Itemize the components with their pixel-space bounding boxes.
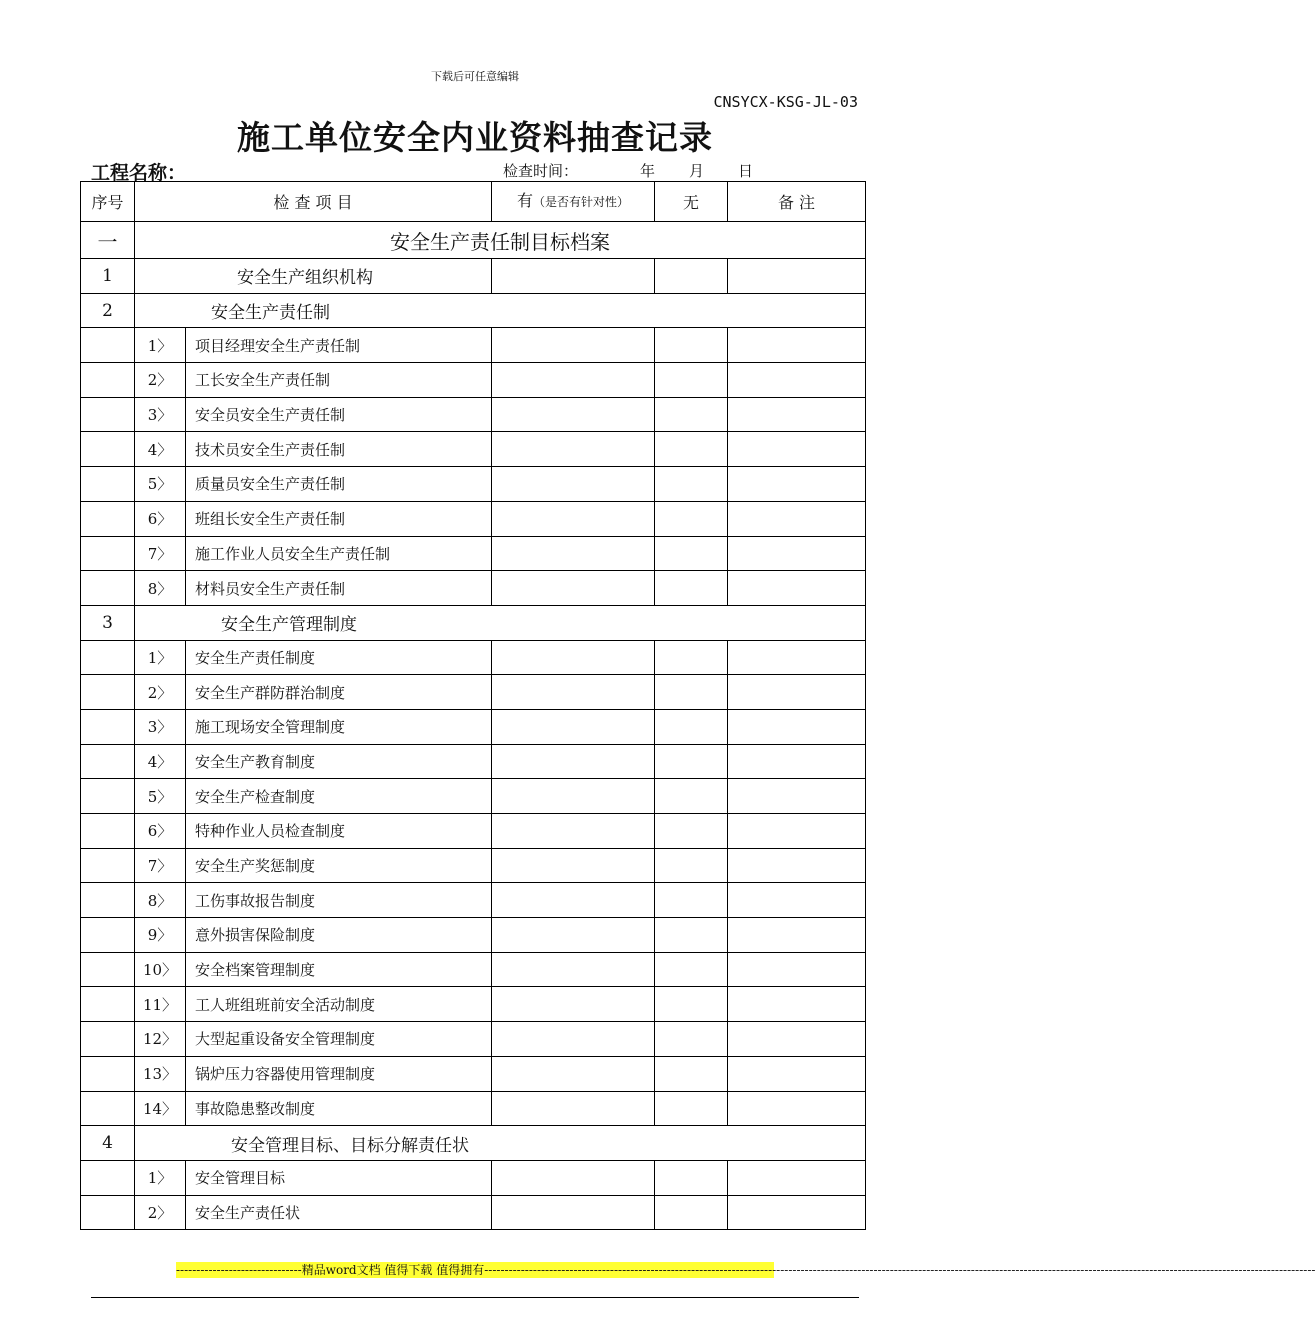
category-label: 安全管理目标、目标分解责任状 bbox=[135, 1126, 866, 1161]
sub-number: 2〉 bbox=[135, 675, 186, 710]
category-row bbox=[81, 293, 866, 328]
remark-cell[interactable] bbox=[728, 363, 866, 398]
have-cell[interactable] bbox=[492, 1056, 655, 1091]
item-label: 施工作业人员安全生产责任制 bbox=[186, 536, 492, 571]
table-row bbox=[81, 987, 866, 1022]
have-cell[interactable] bbox=[492, 918, 655, 953]
remark-cell[interactable] bbox=[728, 848, 866, 883]
sub-number: 6〉 bbox=[135, 501, 186, 536]
header-item: 检 查 项 目 bbox=[135, 182, 492, 222]
remark-cell[interactable] bbox=[728, 675, 866, 710]
sub-number: 1〉 bbox=[135, 328, 186, 363]
sub-number: 11〉 bbox=[135, 987, 186, 1022]
item-label: 安全管理目标 bbox=[186, 1160, 492, 1195]
item-label: 安全生产教育制度 bbox=[186, 744, 492, 779]
remark-cell[interactable] bbox=[728, 744, 866, 779]
check-date-month: 月 bbox=[689, 162, 705, 180]
remark-cell[interactable] bbox=[728, 328, 866, 363]
none-cell[interactable] bbox=[655, 1022, 728, 1057]
inspection-table bbox=[80, 181, 866, 1230]
have-cell[interactable] bbox=[492, 432, 655, 467]
header-none: 无 bbox=[655, 182, 728, 222]
have-cell[interactable] bbox=[492, 779, 655, 814]
header-have bbox=[492, 182, 655, 222]
sub-number: 10〉 bbox=[135, 952, 186, 987]
seq-cell bbox=[81, 779, 135, 814]
seq-cell bbox=[81, 987, 135, 1022]
seq-cell bbox=[81, 536, 135, 571]
item-label: 施工现场安全管理制度 bbox=[186, 709, 492, 744]
sub-number: 2〉 bbox=[135, 1195, 186, 1230]
remark-cell[interactable] bbox=[728, 1160, 866, 1195]
category-row bbox=[81, 1126, 866, 1161]
remark-cell[interactable] bbox=[728, 536, 866, 571]
have-cell[interactable] bbox=[492, 987, 655, 1022]
section-row bbox=[81, 222, 866, 259]
table-row bbox=[81, 363, 866, 398]
table-row bbox=[81, 883, 866, 918]
have-cell[interactable] bbox=[492, 1091, 655, 1126]
item-label: 安全生产奖惩制度 bbox=[186, 848, 492, 883]
remark-cell[interactable] bbox=[728, 1022, 866, 1057]
category-number: 2 bbox=[81, 293, 135, 328]
remark-cell[interactable] bbox=[728, 779, 866, 814]
seq-cell bbox=[81, 432, 135, 467]
item-label: 安全生产责任状 bbox=[186, 1195, 492, 1230]
have-cell[interactable] bbox=[492, 501, 655, 536]
seq-cell bbox=[81, 640, 135, 675]
remark-cell[interactable] bbox=[728, 432, 866, 467]
seq-cell bbox=[81, 397, 135, 432]
seq-cell bbox=[81, 744, 135, 779]
sub-number: 6〉 bbox=[135, 814, 186, 849]
item-label: 锅炉压力容器使用管理制度 bbox=[186, 1056, 492, 1091]
category-label: 安全生产管理制度 bbox=[135, 605, 866, 640]
category-number: 4 bbox=[81, 1126, 135, 1161]
item-label: 意外损害保险制度 bbox=[186, 918, 492, 953]
sub-number: 3〉 bbox=[135, 397, 186, 432]
have-cell[interactable] bbox=[492, 536, 655, 571]
remark-cell[interactable] bbox=[728, 640, 866, 675]
remark-cell[interactable] bbox=[728, 918, 866, 953]
have-cell[interactable] bbox=[492, 259, 655, 294]
category-label: 安全生产责任制 bbox=[135, 293, 866, 328]
none-cell[interactable] bbox=[655, 1160, 728, 1195]
table-row bbox=[81, 814, 866, 849]
check-date-year: 年 bbox=[640, 162, 656, 180]
section-title: 安全生产责任制目标档案 bbox=[135, 222, 866, 259]
table-row bbox=[81, 571, 866, 606]
item-label: 质量员安全生产责任制 bbox=[186, 467, 492, 502]
have-cell[interactable] bbox=[492, 744, 655, 779]
table-row bbox=[81, 397, 866, 432]
sub-number: 3〉 bbox=[135, 709, 186, 744]
have-cell[interactable] bbox=[492, 467, 655, 502]
none-cell[interactable] bbox=[655, 918, 728, 953]
table-row bbox=[81, 848, 866, 883]
category-number: 3 bbox=[81, 605, 135, 640]
have-cell[interactable] bbox=[492, 675, 655, 710]
none-cell[interactable] bbox=[655, 675, 728, 710]
remark-cell[interactable] bbox=[728, 571, 866, 606]
table-row bbox=[81, 536, 866, 571]
seq-cell bbox=[81, 1022, 135, 1057]
seq-cell bbox=[81, 467, 135, 502]
check-date-day: 日 bbox=[738, 162, 754, 180]
sub-number: 8〉 bbox=[135, 883, 186, 918]
item-label: 工伤事故报告制度 bbox=[186, 883, 492, 918]
item-label: 安全生产群防群治制度 bbox=[186, 675, 492, 710]
seq-cell bbox=[81, 675, 135, 710]
table-row bbox=[81, 1056, 866, 1091]
seq-cell bbox=[81, 328, 135, 363]
category-number: 1 bbox=[81, 259, 135, 294]
have-cell[interactable] bbox=[492, 709, 655, 744]
item-label: 项目经理安全生产责任制 bbox=[186, 328, 492, 363]
sub-number: 8〉 bbox=[135, 571, 186, 606]
remark-cell[interactable] bbox=[728, 397, 866, 432]
seq-cell bbox=[81, 363, 135, 398]
none-cell[interactable] bbox=[655, 952, 728, 987]
seq-cell bbox=[81, 1091, 135, 1126]
category-row bbox=[81, 259, 866, 294]
header-have-note: （是否有针对性） bbox=[533, 195, 630, 209]
seq-cell bbox=[81, 501, 135, 536]
remark-cell[interactable] bbox=[728, 1091, 866, 1126]
remark-cell[interactable] bbox=[728, 467, 866, 502]
section-number: 一 bbox=[81, 222, 135, 259]
sub-number: 12〉 bbox=[135, 1022, 186, 1057]
none-cell[interactable] bbox=[655, 709, 728, 744]
item-label: 技术员安全生产责任制 bbox=[186, 432, 492, 467]
footer-banner: -------------------------------精品word文档 值得下载 值得拥有------------------------------------------------------------------------------------------------------------------------------------------------------------------------------------------------------------- bbox=[176, 1263, 1315, 1277]
table-row bbox=[81, 501, 866, 536]
seq-cell bbox=[81, 1056, 135, 1091]
table-row bbox=[81, 744, 866, 779]
table-row bbox=[81, 918, 866, 953]
table-row bbox=[81, 1160, 866, 1195]
table-row bbox=[81, 328, 866, 363]
seq-cell bbox=[81, 1195, 135, 1230]
have-cell[interactable] bbox=[492, 883, 655, 918]
sub-number: 4〉 bbox=[135, 744, 186, 779]
item-label: 材料员安全生产责任制 bbox=[186, 571, 492, 606]
none-cell[interactable] bbox=[655, 814, 728, 849]
table-row bbox=[81, 1195, 866, 1230]
seq-cell bbox=[81, 918, 135, 953]
sub-number: 9〉 bbox=[135, 918, 186, 953]
none-cell[interactable] bbox=[655, 397, 728, 432]
table-row bbox=[81, 1022, 866, 1057]
category-row bbox=[81, 605, 866, 640]
footer-divider bbox=[91, 1297, 859, 1298]
have-cell[interactable] bbox=[492, 397, 655, 432]
sub-number: 7〉 bbox=[135, 536, 186, 571]
table-row bbox=[81, 432, 866, 467]
item-label: 安全生产责任制度 bbox=[186, 640, 492, 675]
none-cell[interactable] bbox=[655, 328, 728, 363]
sub-number: 2〉 bbox=[135, 363, 186, 398]
item-label: 工长安全生产责任制 bbox=[186, 363, 492, 398]
have-cell[interactable] bbox=[492, 363, 655, 398]
have-cell[interactable] bbox=[492, 1022, 655, 1057]
none-cell[interactable] bbox=[655, 987, 728, 1022]
none-cell[interactable] bbox=[655, 848, 728, 883]
document-code: CNSYCX-KSG-JL-03 bbox=[713, 93, 858, 111]
none-cell[interactable] bbox=[655, 501, 728, 536]
remark-cell[interactable] bbox=[728, 259, 866, 294]
remark-cell[interactable] bbox=[728, 1195, 866, 1230]
none-cell[interactable] bbox=[655, 1091, 728, 1126]
remark-cell[interactable] bbox=[728, 952, 866, 987]
table-header-row bbox=[81, 182, 866, 222]
have-cell[interactable] bbox=[492, 952, 655, 987]
remark-cell[interactable] bbox=[728, 883, 866, 918]
table-row bbox=[81, 675, 866, 710]
table-row bbox=[81, 709, 866, 744]
sub-number: 5〉 bbox=[135, 467, 186, 502]
have-cell[interactable] bbox=[492, 814, 655, 849]
table-row bbox=[81, 640, 866, 675]
seq-cell bbox=[81, 883, 135, 918]
item-label: 安全档案管理制度 bbox=[186, 952, 492, 987]
none-cell[interactable] bbox=[655, 744, 728, 779]
sub-number: 5〉 bbox=[135, 779, 186, 814]
table-row bbox=[81, 952, 866, 987]
item-label: 工人班组班前安全活动制度 bbox=[186, 987, 492, 1022]
table-row bbox=[81, 467, 866, 502]
none-cell[interactable] bbox=[655, 1056, 728, 1091]
category-label: 安全生产组织机构 bbox=[135, 259, 492, 294]
item-label: 大型起重设备安全管理制度 bbox=[186, 1022, 492, 1057]
header-seq: 序号 bbox=[81, 182, 135, 222]
none-cell[interactable] bbox=[655, 640, 728, 675]
have-cell[interactable] bbox=[492, 571, 655, 606]
sub-number: 14〉 bbox=[135, 1091, 186, 1126]
none-cell[interactable] bbox=[655, 363, 728, 398]
none-cell[interactable] bbox=[655, 536, 728, 571]
sub-number: 7〉 bbox=[135, 848, 186, 883]
none-cell[interactable] bbox=[655, 432, 728, 467]
none-cell[interactable] bbox=[655, 883, 728, 918]
project-name-label: 工程名称： bbox=[91, 162, 187, 184]
header-have-label: 有 bbox=[517, 191, 534, 210]
none-cell[interactable] bbox=[655, 779, 728, 814]
have-cell[interactable] bbox=[492, 640, 655, 675]
remark-cell[interactable] bbox=[728, 709, 866, 744]
sub-number: 13〉 bbox=[135, 1056, 186, 1091]
sub-number: 1〉 bbox=[135, 640, 186, 675]
have-cell[interactable] bbox=[492, 1195, 655, 1230]
item-label: 安全生产检查制度 bbox=[186, 779, 492, 814]
none-cell[interactable] bbox=[655, 259, 728, 294]
none-cell[interactable] bbox=[655, 1195, 728, 1230]
none-cell[interactable] bbox=[655, 571, 728, 606]
seq-cell bbox=[81, 848, 135, 883]
sub-number: 4〉 bbox=[135, 432, 186, 467]
table-row bbox=[81, 779, 866, 814]
item-label: 安全员安全生产责任制 bbox=[186, 397, 492, 432]
remark-cell[interactable] bbox=[728, 814, 866, 849]
have-cell[interactable] bbox=[492, 848, 655, 883]
seq-cell bbox=[81, 814, 135, 849]
page-title: 施工单位安全内业资料抽查记录 bbox=[237, 118, 713, 157]
table-row bbox=[81, 1091, 866, 1126]
seq-cell bbox=[81, 952, 135, 987]
remark-cell[interactable] bbox=[728, 987, 866, 1022]
remark-cell[interactable] bbox=[728, 501, 866, 536]
check-date-label: 检查时间： bbox=[503, 162, 579, 180]
have-cell[interactable] bbox=[492, 1160, 655, 1195]
item-label: 特种作业人员检查制度 bbox=[186, 814, 492, 849]
download-note: 下载后可任意编辑 bbox=[431, 70, 519, 83]
have-cell[interactable] bbox=[492, 328, 655, 363]
item-label: 事故隐患整改制度 bbox=[186, 1091, 492, 1126]
seq-cell bbox=[81, 1160, 135, 1195]
seq-cell bbox=[81, 571, 135, 606]
sub-number: 1〉 bbox=[135, 1160, 186, 1195]
seq-cell bbox=[81, 709, 135, 744]
check-date-line bbox=[503, 160, 753, 181]
none-cell[interactable] bbox=[655, 467, 728, 502]
item-label: 班组长安全生产责任制 bbox=[186, 501, 492, 536]
header-remark: 备 注 bbox=[728, 182, 866, 222]
remark-cell[interactable] bbox=[728, 1056, 866, 1091]
